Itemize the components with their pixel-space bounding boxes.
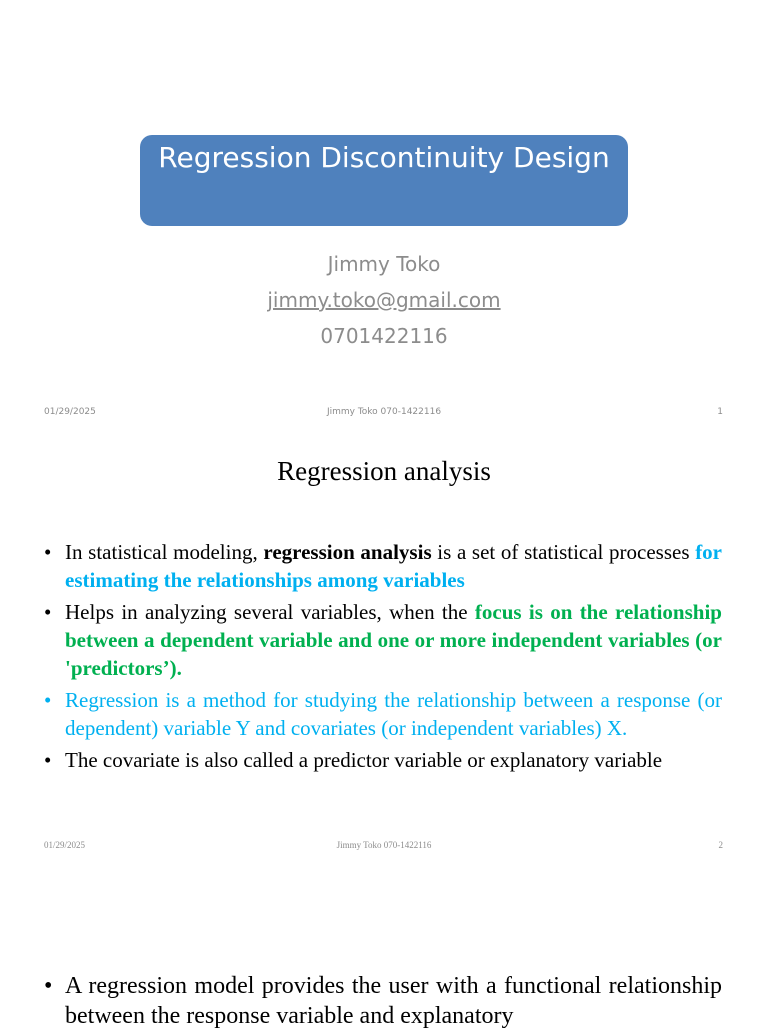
bullet-icon: • — [44, 540, 52, 564]
bullet-text: Helps in analyzing several variables, when the — [65, 600, 475, 624]
bullet-icon: • — [44, 748, 52, 772]
list-item — [44, 598, 722, 682]
bullet-text: is a set of statistical processes — [431, 540, 696, 564]
footer-center: Jimmy Toko 070-1422116 — [336, 840, 432, 850]
footer-page-number: 2 — [718, 840, 723, 850]
slide-heading: Regression analysis — [277, 456, 491, 486]
list-item — [44, 538, 722, 594]
author-name: Jimmy Toko — [327, 252, 441, 276]
bullet-icon: • — [44, 973, 53, 999]
bullet-list — [44, 971, 722, 1035]
footer-date: 01/29/2025 — [44, 407, 96, 417]
list-item — [44, 971, 722, 1031]
bullet-icon: • — [44, 688, 52, 712]
author-email-link[interactable]: jimmy.toko@gmail.com — [267, 288, 501, 312]
footer-center: Jimmy Toko 070-1422116 — [326, 407, 442, 417]
bullet-highlight: for estimating the relationships among variables — [65, 540, 723, 592]
bullet-text: The covariate is also called a predictor variable or explanatory variable — [65, 748, 663, 772]
bullet-icon: • — [44, 600, 52, 624]
footer-date: 01/29/2025 — [44, 840, 86, 850]
bullet-emphasis: regression analysis — [263, 540, 432, 564]
bullet-text: A regression model provides the user with a functional relationship between the response variable and explanatory — [65, 973, 722, 1029]
bullet-list — [44, 538, 722, 778]
list-item — [44, 746, 722, 774]
footer-page-number: 1 — [717, 407, 723, 417]
bullet-text: Regression is a method for studying the relationship between a response (or dependent) variable Y and covariates (or independent variables) X. — [65, 688, 722, 740]
bullet-text: In statistical modeling, — [65, 540, 264, 564]
slide-title: Regression Discontinuity Design — [158, 141, 610, 174]
author-phone: 0701422116 — [320, 324, 448, 348]
bullet-highlight: focus is on the relationship between a dependent variable and one or more independent variables (or 'predictors’). — [65, 600, 722, 680]
list-item — [44, 686, 722, 742]
